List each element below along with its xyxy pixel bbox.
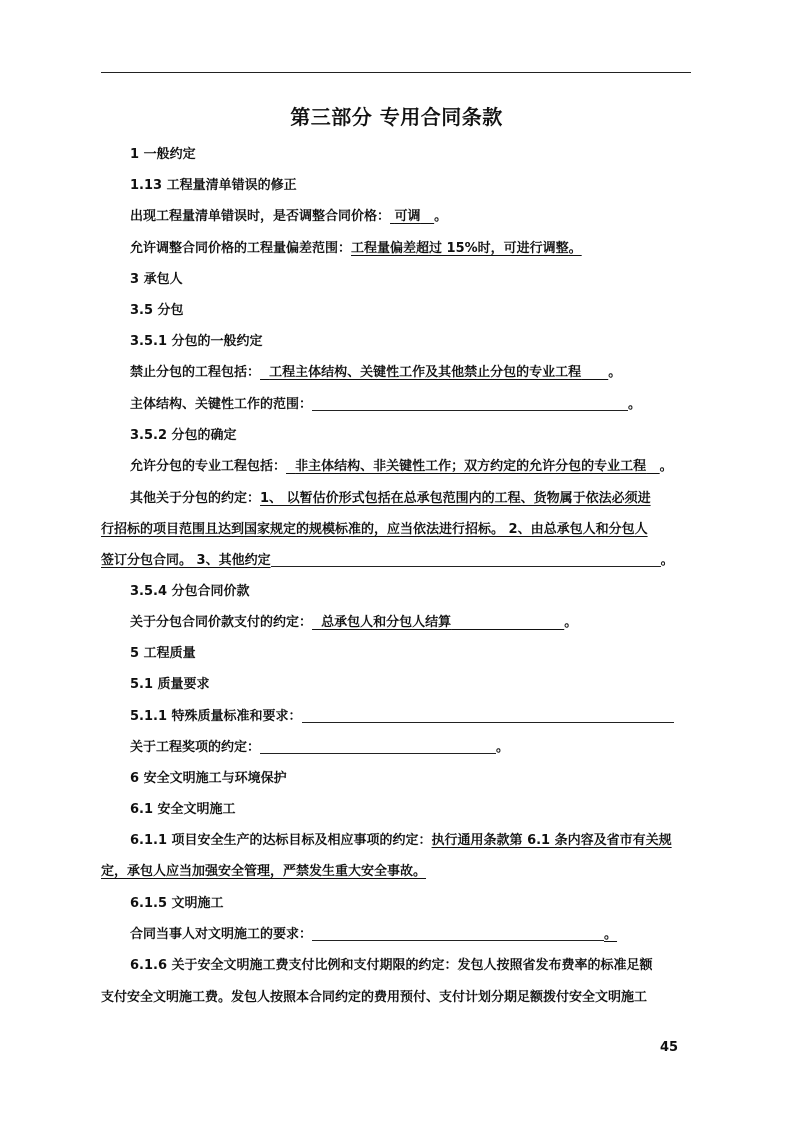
clause-line: 6.1.6 关于安全文明施工费支付比例和支付期限的约定：发包人按照省发布费率的标准足额 (130, 958, 653, 973)
blank-field (302, 708, 674, 723)
clause-line (130, 487, 651, 506)
clause-value: 可调 (394, 209, 421, 224)
page-number: 45 (660, 1040, 679, 1055)
clause-label: 5.1.1 特殊质量标准和要求： (130, 709, 302, 724)
blank-field (312, 396, 628, 411)
section-heading: 5 工程质量 (130, 646, 196, 661)
clause-line (130, 237, 582, 256)
blank-field (312, 926, 604, 941)
clause-value: 1、 以暂估价形式包括在总承包范围内的工程、货物属于依法必须进 (260, 491, 651, 506)
page-title: 第三部分 专用合同条款 (290, 105, 503, 129)
blank-field (271, 552, 661, 567)
clause-value: 工程主体结构、关键性工作及其他禁止分包的专业工程 (269, 365, 582, 380)
clause-line: 合同当事人对文明施工的要求： 。 (130, 927, 618, 942)
clause-line: 关于工程奖项的约定： 。 (130, 740, 510, 755)
subsection-heading: 3.5.1 分包的一般约定 (130, 334, 263, 349)
header-rule (101, 72, 691, 73)
clause-line: 允许分包的专业工程包括： 非主体结构、非关键性工作；双方约定的允许分包的专业工程 。 (130, 459, 673, 474)
section-heading: 6 安全文明施工与环境保护 (130, 771, 287, 786)
subsection-heading: 6.1 安全文明施工 (130, 802, 236, 817)
clause-value: 工程量偏差超过 15%时，可进行调整。 (351, 241, 582, 256)
clause-line: 支付安全文明施工费。发包人按照本合同约定的费用预付、支付计划分期足额拨付安全文明施工 (101, 990, 648, 1005)
clause-label: 允许调整合同价格的工程量偏差范围： (130, 241, 352, 256)
clause-line: 关于分包合同价款支付的约定： 总承包人和分包人结算 。 (130, 615, 578, 630)
clause-line: 禁止分包的工程包括： 工程主体结构、关键性工作及其他禁止分包的专业工程 。 (130, 365, 622, 380)
clause-value-continued: 行招标的项目范围且达到国家规定的规模标准的，应当依法进行招标。 2、由总承包人和分包人 (101, 522, 648, 537)
subsection-heading: 3.5 分包 (130, 303, 184, 318)
clause-label: 合同当事人对文明施工的要求： (130, 927, 313, 942)
subsection-heading: 3.5.2 分包的确定 (130, 428, 237, 443)
blank-field (260, 739, 496, 754)
clause-label: 允许分包的专业工程包括： (130, 459, 287, 474)
clause-line (130, 829, 672, 848)
clause-line: 签订分包合同。 3、其他约定 。 (101, 553, 674, 568)
subsection-heading: 6.1.5 文明施工 (130, 896, 224, 911)
section-heading: 3 承包人 (130, 272, 183, 287)
clause-value: 签订分包合同。 3、其他约定 (101, 553, 271, 568)
clause-label: 其他关于分包的约定： (130, 491, 261, 506)
clause-value: 总承包人和分包人结算 (321, 615, 452, 630)
clause-value-continued: 定，承包人应当加强安全管理，严禁发生重大安全事故。 (101, 864, 427, 879)
clause-value: 非主体结构、非关键性工作；双方约定的允许分包的专业工程 (295, 459, 647, 474)
subsection-heading: 3.5.4 分包合同价款 (130, 584, 250, 599)
clause-label: 禁止分包的工程包括： (130, 365, 261, 380)
clause-value: 执行通用条款第 6.1 条内容及省市有关规 (431, 833, 672, 848)
subsection-heading: 1.13 工程量清单错误的修正 (130, 178, 297, 193)
clause-label: 出现工程量清单错误时，是否调整合同价格： (130, 209, 391, 224)
section-heading: 1 一般约定 (130, 147, 196, 162)
clause-label: 关于分包合同价款支付的约定： (130, 615, 313, 630)
clause-line (130, 705, 674, 724)
clause-label: 6.1.1 项目安全生产的达标目标及相应事项的约定： (130, 833, 432, 848)
clause-line: 出现工程量清单错误时，是否调整合同价格： 可调 。 (130, 209, 448, 224)
clause-line: 主体结构、关键性工作的范围： 。 (130, 397, 642, 412)
subsection-heading: 5.1 质量要求 (130, 677, 210, 692)
clause-label: 主体结构、关键性工作的范围： (130, 397, 313, 412)
clause-label: 关于工程奖项的约定： (130, 740, 261, 755)
